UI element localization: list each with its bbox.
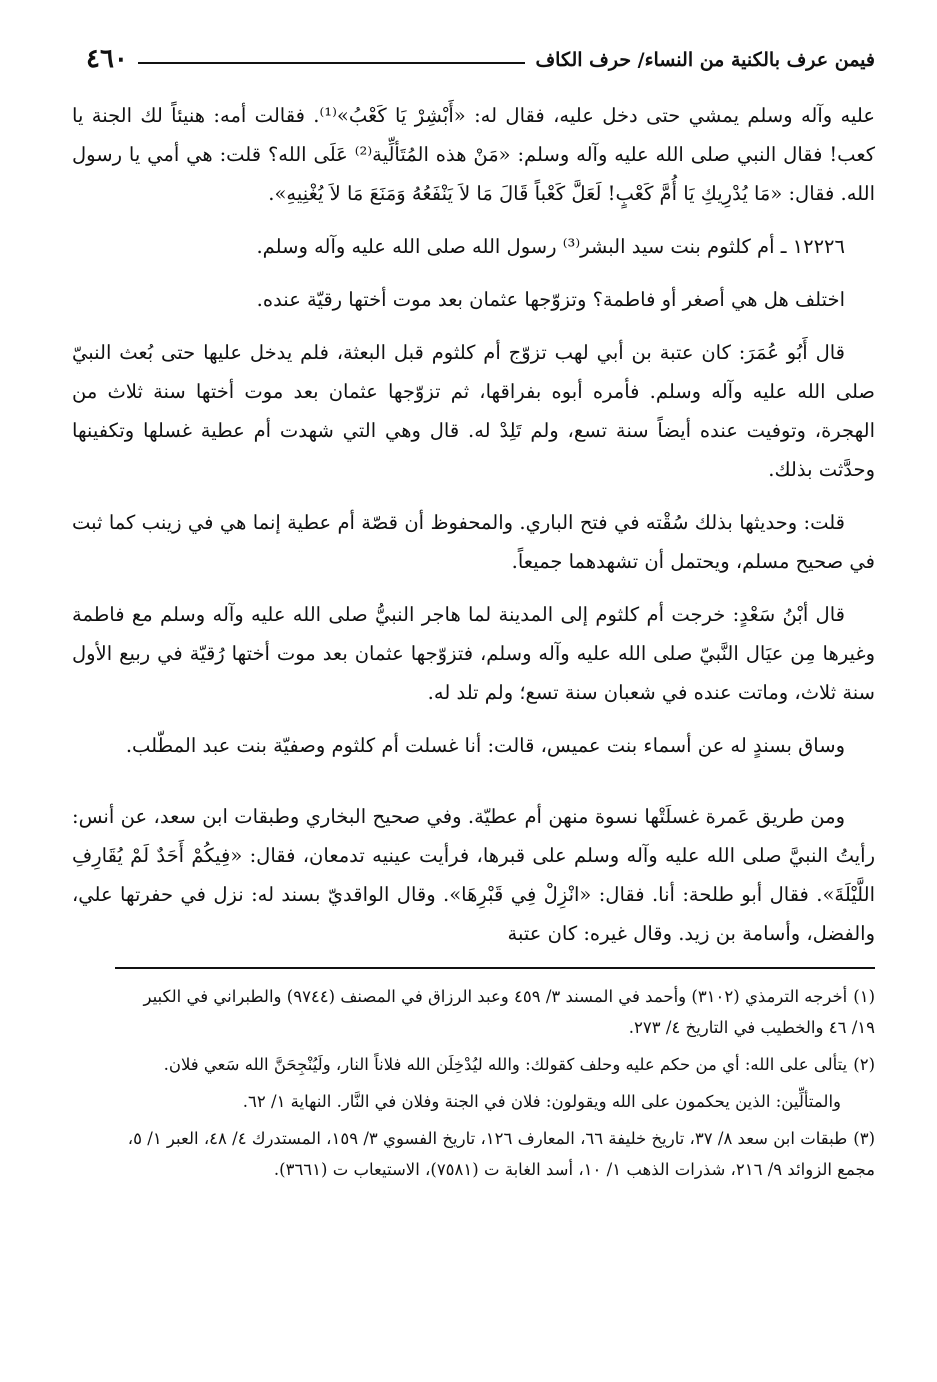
paragraph: قلت: وحديثها بذلك سُقْته في فتح الباري. والمحفوظ أن قصّة أم عطية إنما هي في زينب كما ثبت في صحيح مسلم، ويحتمل أن تشهدهما جميعاً. bbox=[72, 511, 875, 573]
footnote-text: والمتألِّين: الذين يحكمون على الله ويقولون: فلان في الجنة وفلان في النَّار. النهاية ١/ ٦٢. bbox=[242, 1092, 841, 1111]
chapter-title: فيمن عرف بالكنية من النساء/ حرف الكاف bbox=[535, 49, 875, 71]
footnote-continuation bbox=[115, 1086, 875, 1117]
paragraph: اختلف هل هي أصغر أو فاطمة؟ وتزوّجها عثمان بعد موت أختها رقيّة عنده. bbox=[256, 288, 845, 311]
paragraph: قال أبْنُ سَعْدٍ: خرجت أم كلثوم إلى المدينة لما هاجر النبيُّ صلى الله عليه وآله وسلم مع فاطمة وغيرها مِن عيَال النَّبيّ صلى الله عليه وآله وسلم، فتزوّجها عثمان بعد موت أختها رُقيّة في ربيع الأول سنة ثلاث، وماتت عنده في شعبان سنة تسع؛ ولم تلد له. bbox=[72, 603, 875, 704]
paragraph-gap bbox=[72, 779, 875, 797]
footnote-number: (١) bbox=[853, 987, 875, 1006]
paragraph: قال أَبُو عُمَرَ: كان عتبة بن أبي لهب تزوّج أم كلثوم قبل البعثة، فلم يدخل عليها حتى بُعث النبيّ صلى الله عليه وآله وسلم. فأمره أبوه بفراقها، ثم تزوّجها عثمان بعد موت أختها سنة ثلاث من الهجرة، وتوفيت عنده أيضاً سنة تسع، ولم تَلِدْ له. قال وهي التي شهدت أم عطية غسلها وتكفينها وحدَّثت بذلك. bbox=[72, 341, 875, 481]
paragraph: عليه وآله وسلم يمشي حتى دخل عليه، فقال له: «أَبْشِرْ يَا كَعْبُ»⁽¹⁾. فقالت أمه: هنيئاً لك الجنة يا كعب! فقال النبي صلى الله عليه وآله وسلم: «مَنْ هذه المُتَألِّية⁽²⁾ عَلَى الله؟ قلت: هي أمي يا رسول الله. فقال: «مَا يُدْرِيكِ يَا أُمَّ كَعْبٍ! لَعَلَّ كَعْباً قَالَ مَا لاَ يَنْفَعُهُ وَمَنَعَ مَا لاَ يُغْنِيهِ». bbox=[72, 104, 876, 205]
footnote-text: يتألى على الله: أي من حكم عليه وحلف كقولك: والله ليُدْخِلَن الله فلاناً النار، ولَيُنْجِحَنَّ الله سَعي فلان. bbox=[163, 1055, 848, 1074]
paragraph: وساق بسندٍ له عن أسماء بنت عميس، قالت: أنا غسلت أم كلثوم وصفيّة بنت عبد المطّلب. bbox=[125, 734, 845, 757]
body-text bbox=[72, 96, 875, 953]
footnote-text: أخرجه الترمذي (٣١٠٢) وأحمد في المسند ٣/ ٤٥٩ وعبد الرزاق في المصنف (٩٧٤٤) والطبراني في الكبير ١٩/ ٤٦ والخطيب في التاريخ ٤/ ٢٧٣. bbox=[143, 987, 875, 1037]
footnote-number: (٢) bbox=[853, 1055, 875, 1074]
paragraph: ومن طريق عَمرة غسلَتْها نسوة منهن أم عطيّة. وفي صحيح البخاري وطبقات ابن سعد، عن أنس: رأيتُ النبيَّ صلى الله عليه وآله وسلم على قبرها، فرأيت عينيه تدمعان، فقال: «فِيكُمْ أَحَدٌ لَمْ يُقَارِفِ اللَّيْلَةَ». فقال أبو طلحة: أنا. فقال: «انْزِلْ فِي قَبْرِهَا». وقال الواقديّ بسند له: نزل في حفرتها علي، والفضل، وأسامة بن زيد. وقال غيره: كان عتبة bbox=[72, 805, 875, 945]
running-head bbox=[72, 42, 875, 72]
footnote-number: (٣) bbox=[853, 1129, 875, 1148]
footnote bbox=[115, 981, 875, 1043]
footnote bbox=[115, 1123, 875, 1185]
footnote bbox=[115, 1049, 875, 1080]
footnotes bbox=[115, 967, 875, 1185]
header-rule bbox=[138, 62, 526, 64]
page-number: ٤٦٠ bbox=[86, 44, 128, 74]
entry-heading: ۱۲۲۲٦ ـ أم كلثوم بنت سيد البشر⁽³⁾ رسول الله صلى الله عليه وآله وسلم. bbox=[256, 235, 845, 258]
footnote-text: طبقات ابن سعد ٨/ ٣٧، تاريخ خليفة ٦٦، المعارف ١٢٦، تاريخ الفسوي ٣/ ١٥٩، المستدرك ٤/ ٤٨، العبر ١/ ٥، مجمع الزوائد ٩/ ٢١٦، شذرات الذهب ١/ ١٠، أسد الغابة ت (٧٥٨١)، الاستيعاب ت (٣٦٦١). bbox=[127, 1129, 875, 1179]
